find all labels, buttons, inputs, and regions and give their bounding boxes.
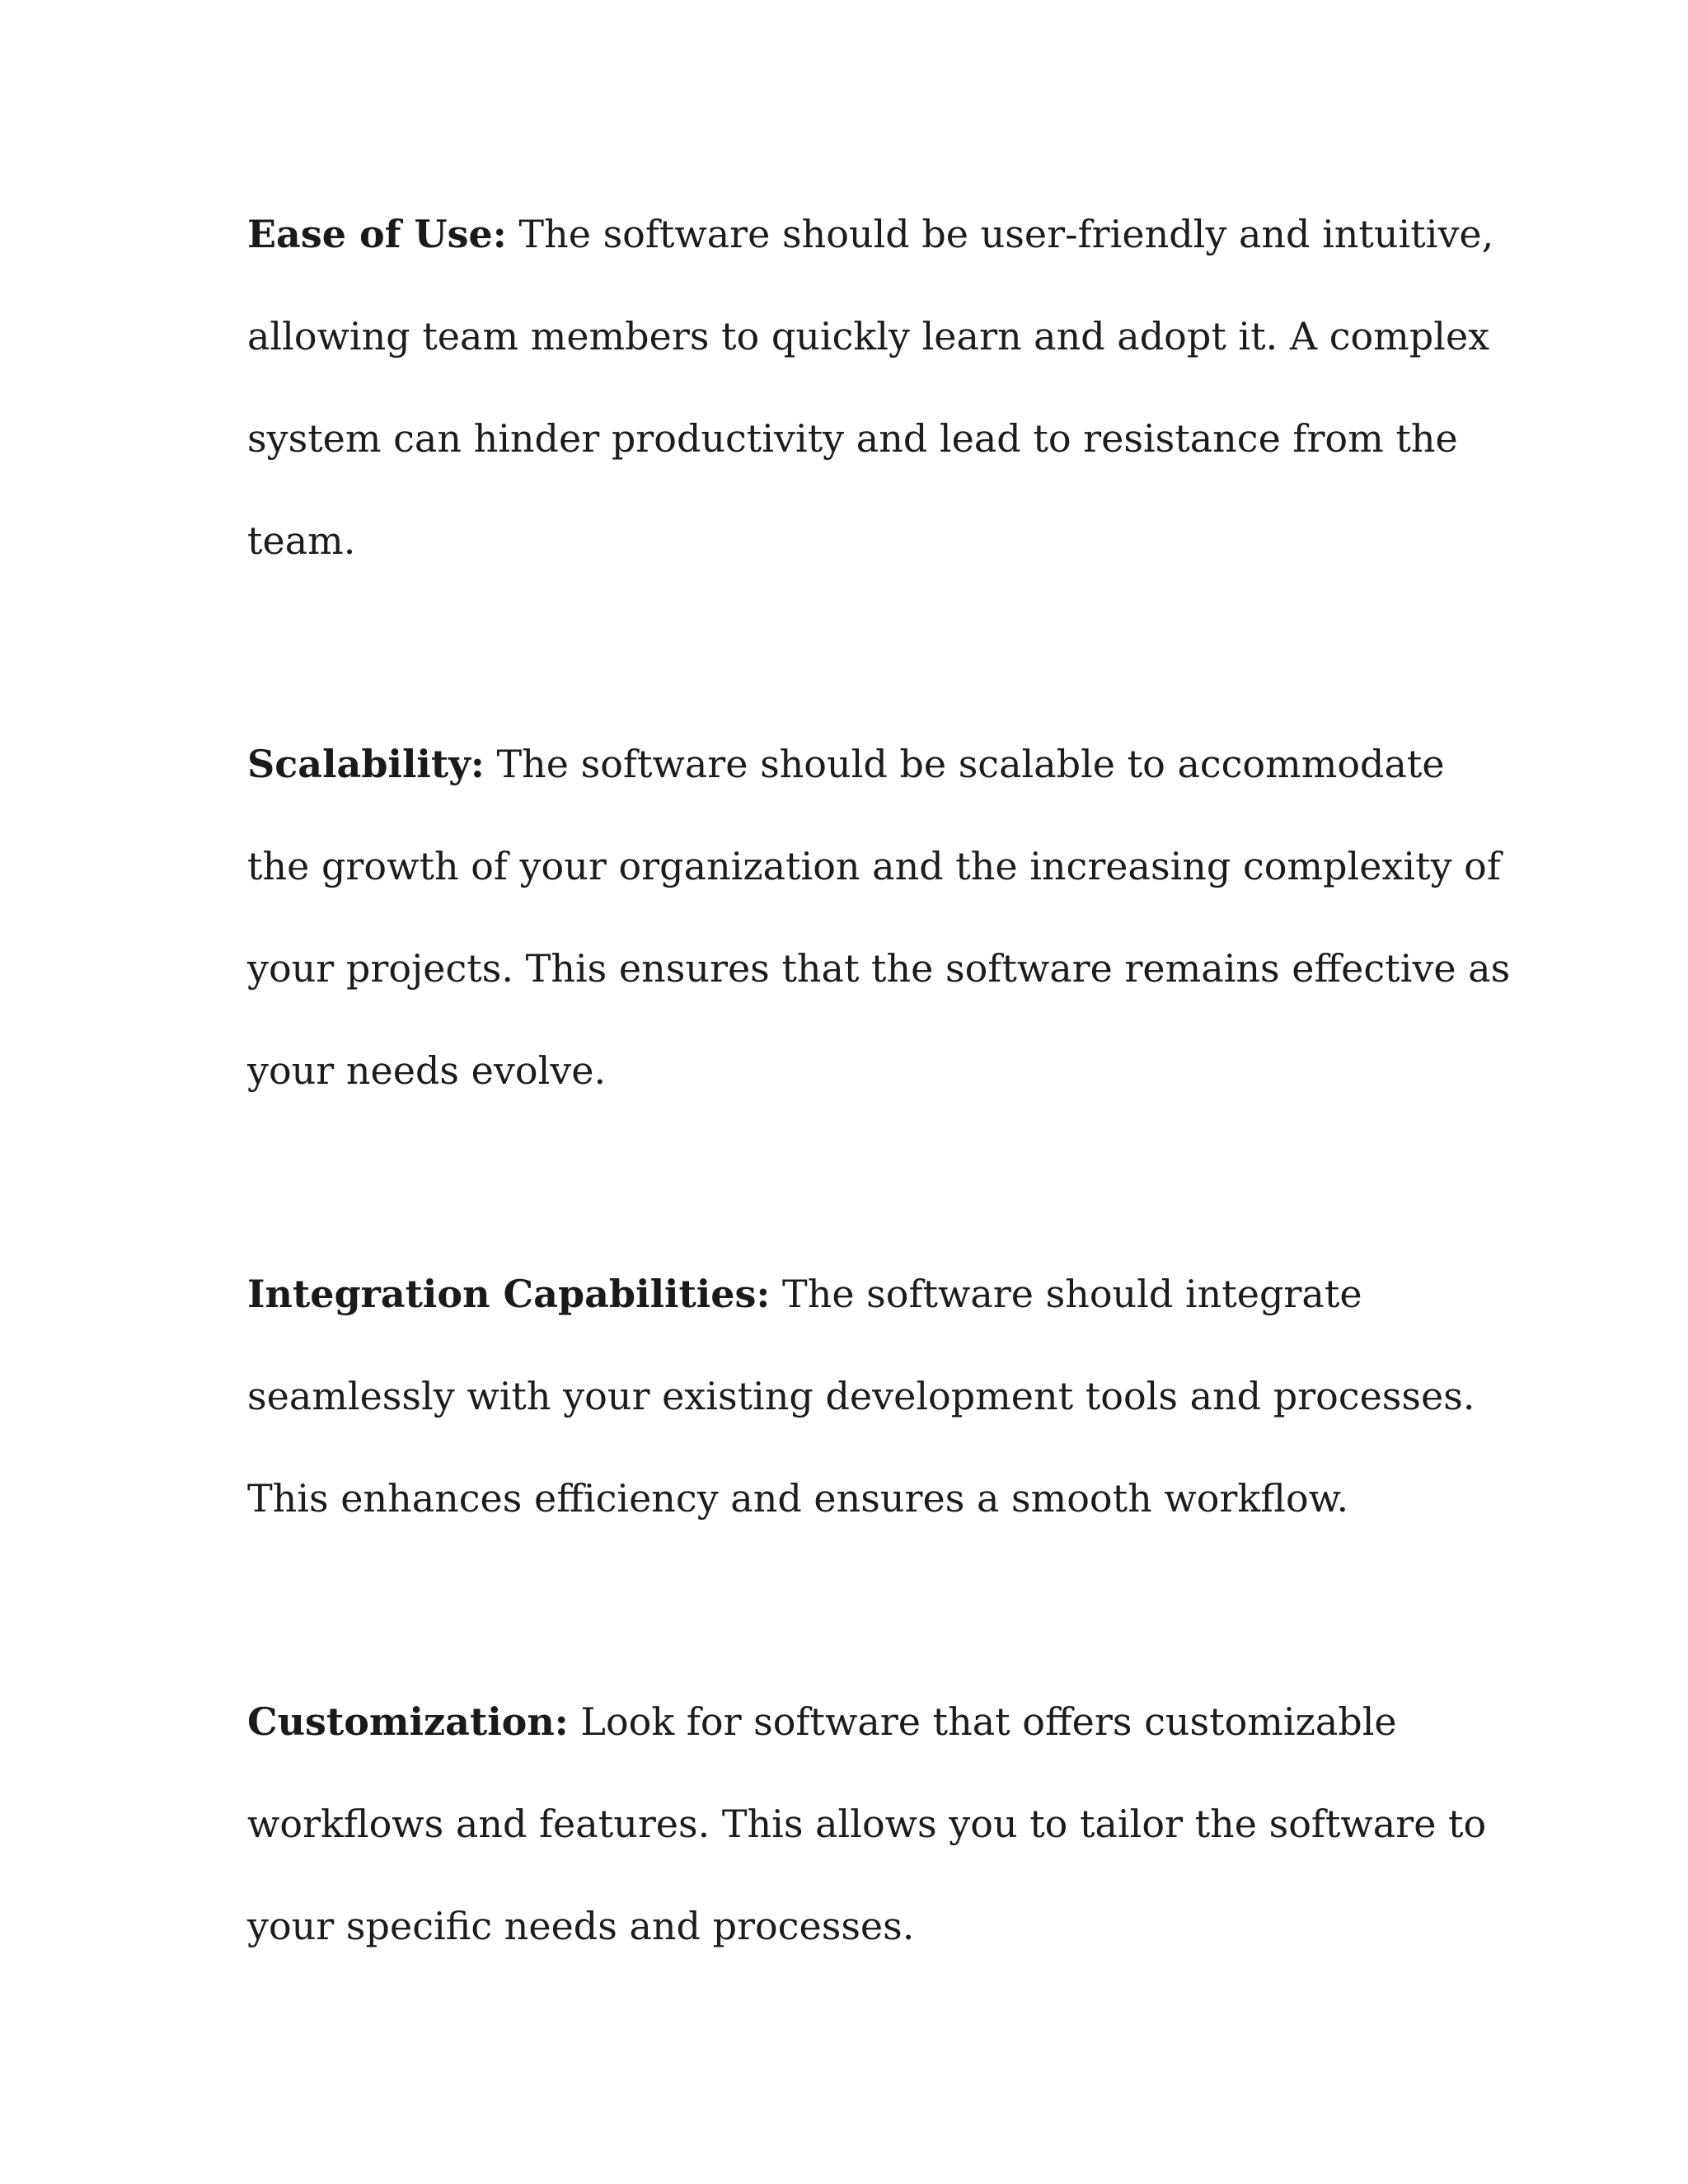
paragraph-line: seamlessly with your existing development tools and processes. [247,1374,1475,1418]
paragraph-line: your specific needs and processes. [247,1904,915,1948]
paragraph-line: your projects. This ensures that the software remains effective as [247,946,1511,991]
paragraph-term: Ease of Use: [247,212,507,256]
paragraph-term: Integration Capabilities: [247,1272,771,1316]
line-text: The software should be scalable to accommodate [484,742,1445,786]
line-text: The software should integrate [770,1272,1362,1316]
paragraph-line [247,1671,1451,1773]
line-text: Look for software that offers customizable [568,1699,1397,1744]
paragraph-line [247,183,1494,285]
paragraph-customization [247,1671,1487,1977]
paragraph-term: Scalability: [247,742,485,786]
paragraph-line: This enhances efficiency and ensures a smooth workflow. [247,1476,1349,1521]
paragraph-line: allowing team members to quickly learn and adopt it. A complex [247,314,1490,359]
paragraph-term: Customization: [247,1699,569,1744]
line-text: The software should be user-friendly and intuitive, [506,212,1494,256]
paragraph-line: the growth of your organization and the increasing complexity of [247,844,1501,888]
paragraph-line: workflows and features. This allows you to tailor the software to [247,1802,1487,1846]
document-body [247,183,1511,1977]
paragraph-scalability [247,713,1511,1122]
paragraph-line: team. [247,518,356,563]
paragraph-line: your needs evolve. [247,1048,607,1093]
paragraph-ease-of-use [247,183,1494,592]
paragraph-line: system can hinder productivity and lead to resistance from the [247,416,1458,461]
paragraph-line [247,1243,1451,1345]
paragraph-line [247,713,1451,815]
paragraph-integration-capabilities [247,1243,1475,1549]
